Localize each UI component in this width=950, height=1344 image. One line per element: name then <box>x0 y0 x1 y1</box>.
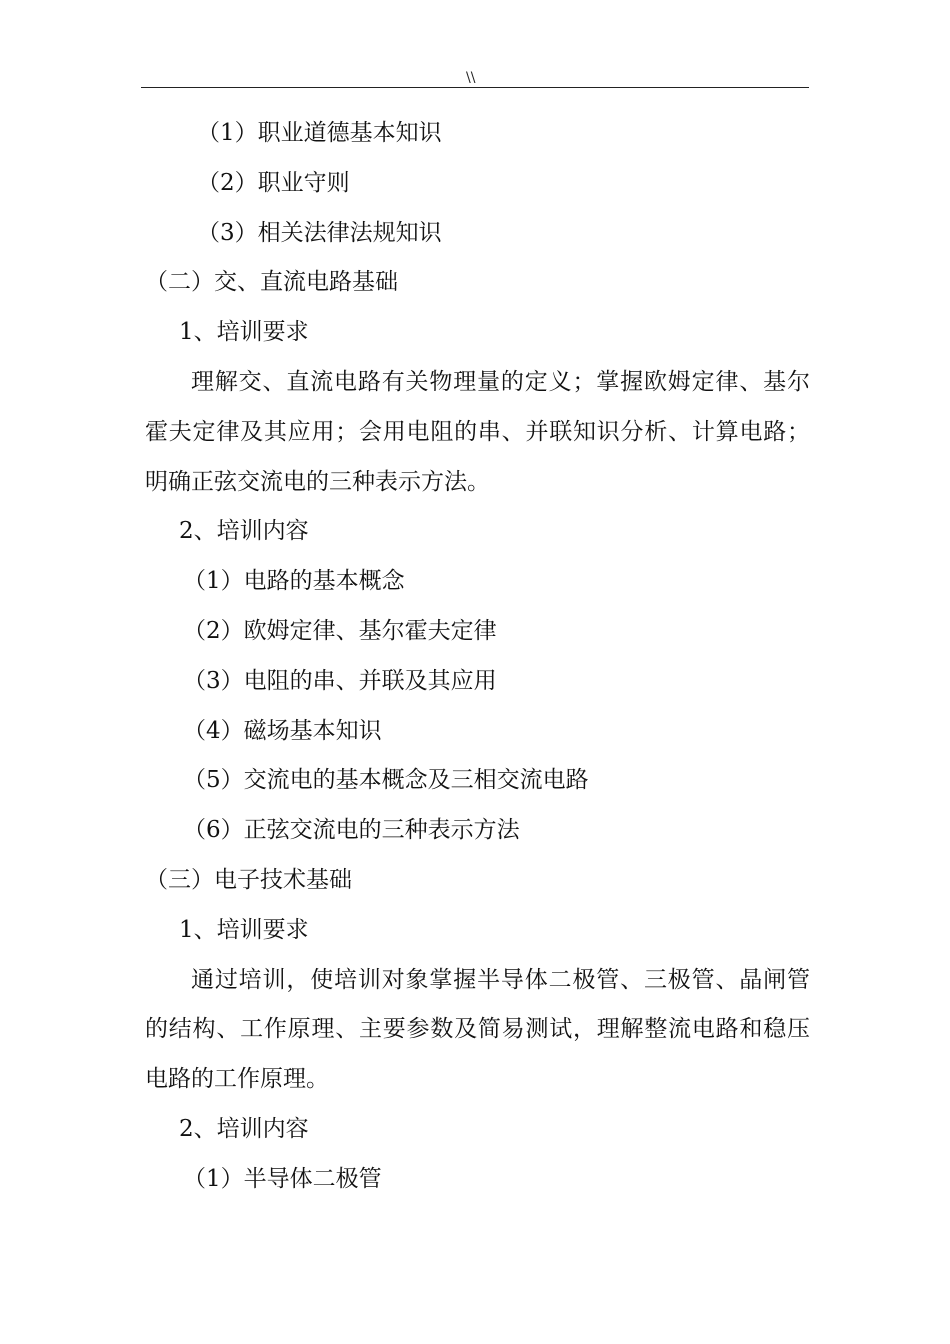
subheading: 1、培训要求 <box>179 916 309 943</box>
document-body <box>145 109 810 1205</box>
list-item: （2）欧姆定律、基尔霍夫定律 <box>183 617 497 644</box>
paragraph: 通过培训，使培训对象掌握半导体二极管、三极管、晶闸管的结构、工作原理、主要参数及简易测试，理解整流电路和稳压电路的工作原理。 <box>145 966 810 1093</box>
list-item: （3）电阻的串、并联及其应用 <box>183 667 497 694</box>
subheading: 1、培训要求 <box>179 319 309 346</box>
list-item: （4）磁场基本知识 <box>183 717 382 744</box>
list-item: （6）正弦交流电的三种表示方法 <box>183 817 520 844</box>
paragraph: 理解交、直流电路有关物理量的定义；掌握欧姆定律、基尔霍夫定律及其应用；会用电阻的串、并联知识分析、计算电路；明确正弦交流电的三种表示方法。 <box>145 368 810 495</box>
list-item: （1）职业道德基本知识 <box>197 120 442 146</box>
list-item: （5）交流电的基本概念及三相交流电路 <box>183 767 589 794</box>
subheading: 2、培训内容 <box>179 518 309 545</box>
header-rule <box>141 87 809 88</box>
section-heading: （三）电子技术基础 <box>145 866 352 893</box>
list-item: （1）电路的基本概念 <box>183 568 405 595</box>
list-item: （2）职业守则 <box>197 169 350 196</box>
header-mark: \\ <box>466 70 476 86</box>
section-heading: （二）交、直流电路基础 <box>145 269 398 296</box>
list-item: （1）半导体二极管 <box>183 1165 382 1192</box>
subheading: 2、培训内容 <box>179 1115 309 1142</box>
list-item: （3）相关法律法规知识 <box>197 219 442 246</box>
